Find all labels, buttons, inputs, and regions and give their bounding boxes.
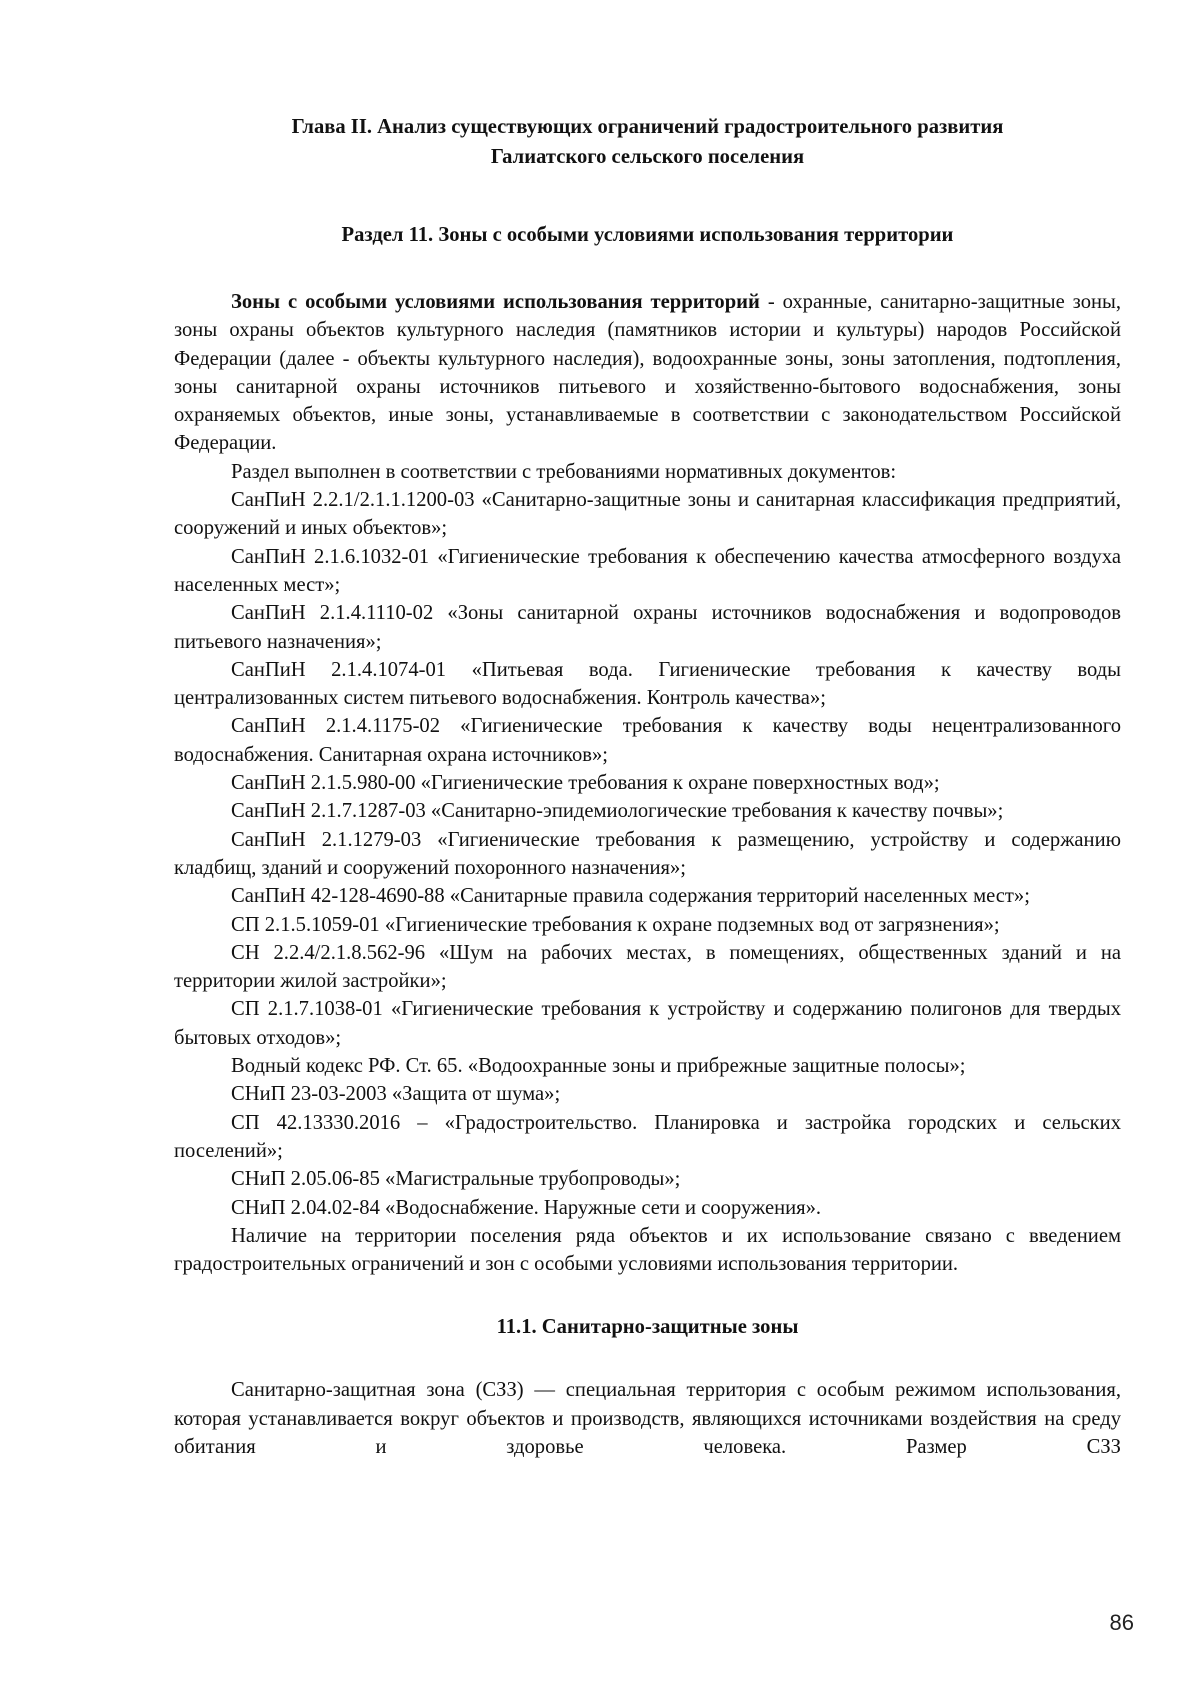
- paragraph-list: [174, 458, 1121, 1279]
- chapter-title-line-2: Галиатского сельского поселения: [490, 146, 805, 168]
- page-number: 86: [1109, 1610, 1134, 1635]
- intro-term: Зоны с особыми условиями использования территорий: [231, 291, 760, 313]
- body-paragraph: СанПиН 2.1.4.1110-02 «Зоны санитарной охраны источников водоснабжения и водопроводов питьевого назначения»;: [174, 602, 1121, 653]
- subsection-paragraph: Санитарно-защитная зона (СЗЗ) — специальная территория с особым режимом использования, которая устанавливается вокруг объектов и производств, являющихся источниками воздействия на среду обитания и здоровье человека. Размер СЗЗ: [174, 1379, 1121, 1458]
- body-paragraph: СанПиН 2.1.6.1032-01 «Гигиенические требования к обеспечению качества атмосферного воздуха населенных мест»;: [174, 545, 1121, 596]
- page-content: [174, 112, 1121, 1461]
- body-paragraph: СанПиН 2.2.1/2.1.1.1200-03 «Санитарно-защитные зоны и санитарная классификация предприятий, сооружений и иных объектов»;: [174, 489, 1121, 540]
- chapter-title-line-1: Глава II. Анализ существующих ограничений градостроительного развития: [291, 116, 1004, 138]
- body-paragraph: СН 2.2.4/2.1.8.562-96 «Шум на рабочих местах, в помещениях, общественных зданий и на территории жилой застройки»;: [174, 941, 1121, 993]
- body-paragraph: СанПиН 2.1.4.1175-02 «Гигиенические требования к качеству воды нецентрализованного водоснабжения. Санитарная охрана источников»;: [174, 715, 1121, 766]
- intro-definition: - охранные, санитарно-защитные зоны, зоны охраны объектов культурного наследия (памятников истории и культуры) народов Российской Федерации (далее - объекты культурного наследия), водоохранные зоны, зоны затопления, подтопления, зоны санитарной охраны источников питьевого и хозяйственно-бытового водоснабжения, зоны охраняемых объектов, иные зоны, устанавливаемые в соответствии с законодательством Российской Федерации.: [174, 291, 1121, 455]
- body-paragraph: СанПиН 2.1.5.980-00 «Гигиенические требования к охране поверхностных вод»;: [231, 772, 940, 795]
- body-paragraph: СНиП 2.04.02-84 «Водоснабжение. Наружные сети и сооружения».: [231, 1196, 822, 1219]
- body-paragraph: СанПиН 2.1.7.1287-03 «Санитарно-эпидемиологические требования к качеству почвы»;: [231, 800, 1004, 823]
- body-paragraph: СП 2.1.7.1038-01 «Гигиенические требования к устройству и содержанию полигонов для твердых бытовых отходов»;: [174, 998, 1121, 1049]
- body-paragraph: Наличие на территории поселения ряда объектов и их использование связано с введением градостроительных ограничений и зон с особыми условиями использования территории.: [174, 1224, 1121, 1276]
- chapter-title: [174, 112, 1121, 172]
- body-paragraph: СП 2.1.5.1059-01 «Гигиенические требования к охране подземных вод от загрязнения»;: [231, 913, 1000, 936]
- body-paragraph: СП 42.13330.2016 – «Градостроительство. Планировка и застройка городских и сельских поселений»;: [174, 1111, 1121, 1162]
- body-paragraph: СанПиН 2.1.4.1074-01 «Питьевая вода. Гигиенические требования к качеству воды централизованных систем питьевого водоснабжения. Контроль качества»;: [174, 658, 1121, 710]
- body-paragraph: Водный кодекс РФ. Ст. 65. «Водоохранные зоны и прибрежные защитные полосы»;: [231, 1055, 966, 1078]
- intro-paragraph: [174, 288, 1121, 458]
- body-paragraph: Раздел выполнен в соответствии с требованиями нормативных документов:: [231, 460, 897, 483]
- body-paragraph: СанПиН 2.1.1279-03 «Гигиенические требования к размещению, устройству и содержанию кладбищ, зданий и сооружений похоронного назначения»;: [174, 828, 1121, 879]
- body-paragraph: СНиП 23-03-2003 «Защита от шума»;: [231, 1083, 561, 1106]
- body-paragraph: СНиП 2.05.06-85 «Магистральные трубопроводы»;: [231, 1168, 681, 1191]
- body-paragraph: СанПиН 42-128-4690-88 «Санитарные правила содержания территорий населенных мест»;: [231, 885, 1030, 908]
- subsection-title: 11.1. Санитарно-защитные зоны: [496, 1316, 799, 1339]
- section-title: Раздел 11. Зоны с особыми условиями использования территории: [341, 224, 954, 246]
